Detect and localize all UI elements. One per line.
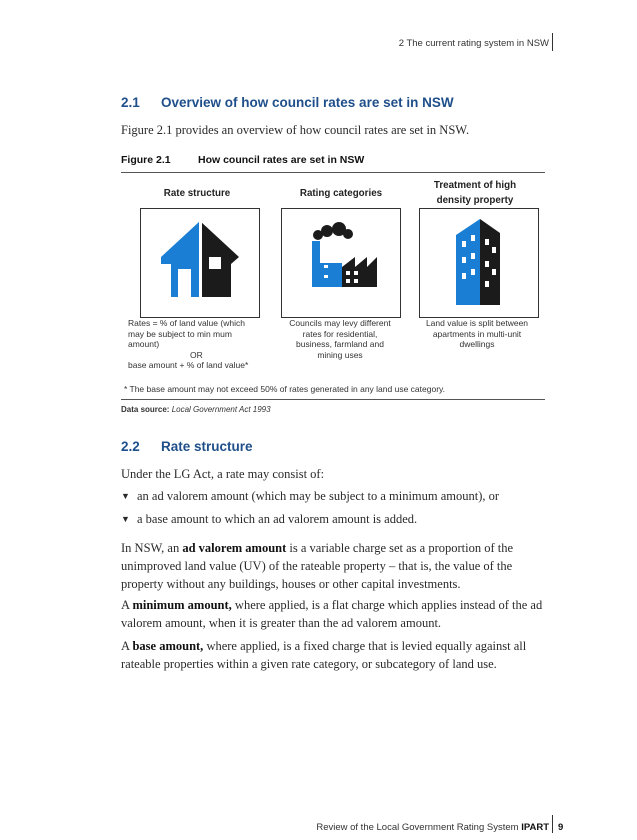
term-ad-valorem: ad valorem amount (182, 541, 287, 555)
list-item-text: a base amount to which an ad valorem amount is added. (137, 512, 418, 526)
list-item (121, 510, 546, 528)
section-heading-2-2 (121, 439, 253, 454)
description-line: rates for residential, (302, 328, 378, 339)
building-icon (420, 209, 538, 317)
factory-icon (282, 209, 400, 317)
section-title: Overview of how council rates are set in NSW (161, 95, 454, 110)
footer-divider (552, 815, 553, 833)
paragraph-text: is a variable charge set as a proportion of the unimproved land value (UV) of the rateable property – that is, the value of the property without any buildings, houses or other capital investments. (121, 541, 514, 591)
description-line: Councils may levy different (289, 318, 391, 328)
rate-components-list (121, 487, 546, 533)
rate-structure-panel (140, 208, 260, 318)
column-title-line: density property (436, 195, 514, 206)
section-intro: Figure 2.1 provides an overview of how council rates are set in NSW. (121, 123, 470, 137)
rating-categories-panel (281, 208, 401, 318)
term-base-amount: base amount, (132, 639, 204, 653)
description-line: Land value is split between (425, 318, 529, 328)
rate-structure-description (128, 318, 268, 371)
column-title-line: Treatment of high (433, 180, 517, 191)
description-line: dwellings (459, 339, 495, 349)
section-heading-2-1 (121, 95, 454, 110)
data-source (121, 405, 271, 414)
paragraph-ad-valorem (121, 539, 546, 593)
triangle-bullet-icon: ▼ (121, 514, 130, 524)
high-density-description (407, 318, 547, 350)
figure-top-rule (121, 172, 545, 173)
header-divider (552, 33, 553, 51)
running-header: 2 The current rating system in NSW (398, 38, 549, 49)
description-line: may be subject to min mum (128, 328, 232, 339)
triangle-bullet-icon: ▼ (121, 491, 130, 501)
rating-categories-description (270, 318, 410, 360)
description-line: amount) (128, 339, 160, 349)
column-title-rate-structure: Rate structure (163, 188, 231, 199)
section-intro: Under the LG Act, a rate may consist of: (121, 467, 325, 481)
paragraph-minimum-amount (121, 596, 546, 632)
figure-bottom-rule (121, 399, 545, 400)
data-source-text: Local Government Act 1993 (171, 405, 271, 414)
column-title-rating-categories: Rating categories (299, 188, 383, 199)
page-footer (316, 822, 549, 833)
footer-title: Review of the Local Government Rating System (316, 822, 519, 833)
high-density-panel (419, 208, 539, 318)
page-number: 9 (558, 822, 564, 833)
section-number: 2.1 (121, 95, 140, 110)
figure-title: How council rates are set in NSW (198, 154, 365, 166)
figure-number: Figure 2.1 (121, 154, 171, 166)
list-item-text: an ad valorem amount (which may be subject to a minimum amount), or (137, 489, 500, 503)
paragraph-text: where applied, is a fixed charge that is levied equally against all rateable properties within a given rate category, or subcategory of land use. (121, 639, 527, 671)
paragraph-text: where applied, is a flat charge which applies instead of the ad valorem amount, when it is greater than the ad valorem amount. (121, 598, 543, 630)
list-item (121, 487, 546, 505)
section-number: 2.2 (121, 439, 140, 454)
paragraph-base-amount (121, 637, 546, 673)
description-line: base amount + % of land value* (128, 360, 249, 370)
data-source-label: Data source: (121, 405, 170, 414)
paragraph-text: A (121, 639, 133, 653)
description-line: mining uses (317, 349, 363, 360)
term-minimum-amount: minimum amount, (132, 598, 232, 612)
description-line: Rates = % of land value (which (128, 318, 245, 328)
column-title-high-density (400, 178, 550, 208)
footer-org: IPART (521, 822, 549, 833)
description-line: business, farmland and (296, 339, 384, 349)
house-icon (141, 209, 259, 317)
figure-footnote: * The base amount may not exceed 50% of rates generated in any land use category. (124, 384, 445, 394)
paragraph-text: A (121, 598, 133, 612)
figure-caption (121, 154, 364, 166)
section-title: Rate structure (161, 439, 253, 454)
paragraph-text: In NSW, an (121, 541, 183, 555)
description-line: apartments in multi-unit (432, 328, 522, 339)
description-line: OR (190, 349, 203, 360)
